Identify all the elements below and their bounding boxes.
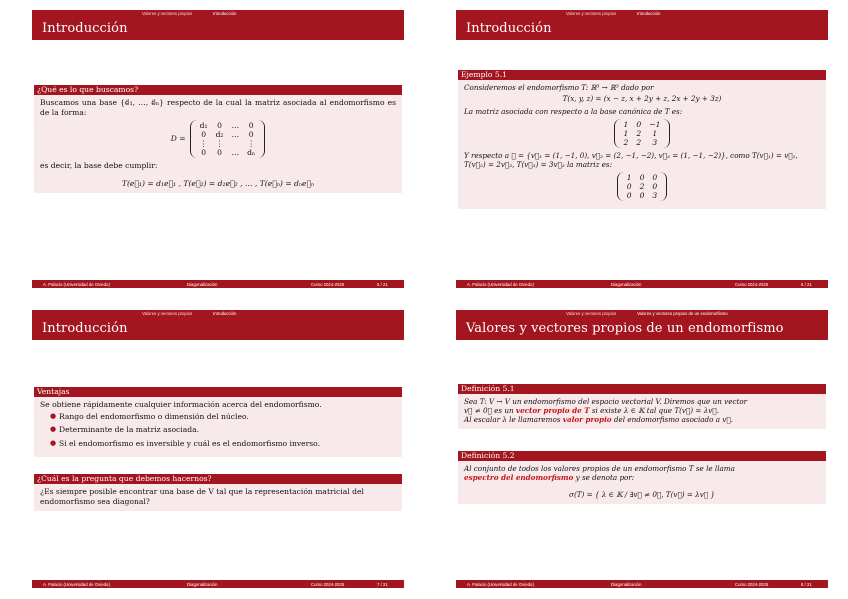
list-item-text: Si el endomorfismo es inversible y cuál es el endomorfismo inverso. — [59, 438, 321, 448]
block-text: Consideremos el endomorfismo T: ℝ³ → ℝ³ dado por — [464, 83, 654, 92]
slide-header — [32, 10, 404, 40]
matrix-row — [623, 173, 662, 182]
advantages-list — [40, 412, 396, 449]
block-body — [34, 95, 402, 193]
list-item-text: Rango del endomorfismo o dimensión del núcleo. — [59, 411, 249, 421]
footer-author: A. Palacio (Universidad de Oviedo) — [467, 581, 534, 587]
matrix-cell: 0 — [639, 191, 645, 200]
matrix-cell: d₂ — [215, 130, 224, 139]
matrix — [614, 119, 671, 148]
footer-title: Diagonalización — [611, 281, 642, 287]
matrix-cell: 2 — [636, 138, 642, 147]
nav-bar — [456, 310, 828, 317]
bullet-icon: ● — [50, 438, 57, 447]
matrix-row — [620, 129, 665, 138]
slide-footer — [456, 280, 828, 288]
matrix-cell: 1 — [626, 173, 632, 182]
matrix-cell: … — [231, 148, 240, 157]
nav-section[interactable]: Valores y vectores propios — [566, 11, 617, 16]
matrix-d — [40, 120, 396, 158]
matrix-cell: 0 — [626, 182, 632, 191]
block-text: y se denota por: — [573, 473, 635, 482]
matrix — [190, 120, 266, 158]
block-text: Al escalar λ le llamaremos — [464, 415, 563, 424]
block-text: Buscamos una base {e⃗₁, …, e⃗ₙ} respecto de la cual la matriz asociada al endomorfismo es de la forma: — [40, 98, 396, 117]
matrix-row — [623, 182, 662, 191]
matrix-cell: 2 — [639, 182, 645, 191]
block-line — [464, 415, 820, 424]
nav-subsection[interactable]: Introducción — [637, 11, 661, 16]
matrix-cell: dₙ — [247, 148, 256, 157]
block-line — [464, 406, 820, 415]
matrix-row — [620, 120, 665, 129]
matrix-label: D = — [170, 134, 186, 144]
matrix-cell: 0 — [626, 191, 632, 200]
nav-bar — [456, 10, 828, 17]
block-title: Ventajas — [34, 387, 402, 397]
matrix — [617, 172, 668, 201]
slide-footer — [32, 580, 404, 588]
matrix-row — [196, 148, 260, 157]
block-title: ¿Qué es lo que buscamos? — [34, 85, 402, 95]
slide-header — [32, 310, 404, 340]
nav-subsection[interactable]: Introducción — [213, 11, 237, 16]
nav-section[interactable]: Valores y vectores propios — [142, 11, 193, 16]
bullet-icon: ● — [50, 411, 57, 420]
matrix-table — [620, 120, 665, 147]
slide-header — [456, 10, 828, 40]
slide-5 — [32, 10, 404, 288]
equation: σ(T) = { λ ∈ 𝕂 / ∃v⃗ ≠ 0⃗, T(v⃗) = λv⃗ } — [569, 490, 715, 499]
equation: T(e⃗₁) = d₁e⃗₁ , T(e⃗₂) = d₂e⃗₂ , … , T(e⃗ₙ) = dₙe⃗ₙ — [121, 178, 315, 188]
block-title: Definición 5.2 — [458, 451, 826, 461]
nav-subsection[interactable]: Valores y vectores propios de un endomorfismo — [637, 311, 728, 316]
slide-6 — [456, 10, 828, 288]
footer-page: 6 / 21 — [801, 281, 812, 287]
slide-title: Introducción — [42, 21, 128, 36]
nav-subsection[interactable]: Introducción — [213, 311, 237, 316]
nav-section[interactable]: Valores y vectores propios — [566, 311, 617, 316]
footer-page: 7 / 21 — [377, 581, 388, 587]
footer-course: Curso 2024-2025 — [735, 281, 769, 287]
footer-course: Curso 2024-2025 — [311, 281, 345, 287]
matrix-cell: 0 — [639, 173, 645, 182]
slide-header — [456, 310, 828, 340]
matrix-row — [196, 121, 260, 130]
matrix-cell: 0 — [201, 130, 207, 139]
matrix-row — [196, 139, 260, 148]
block-text: La matriz asociada con respecto a la base canónica de T es: — [464, 107, 683, 116]
matrix-row — [623, 191, 662, 200]
block-body — [34, 484, 402, 511]
footer-page: 5 / 21 — [377, 281, 388, 287]
matrix-cell: ⋮ — [247, 139, 255, 148]
matrix-row — [196, 130, 260, 139]
block-text: es decir, la base debe cumplir: — [40, 161, 158, 170]
matrix-cell: … — [231, 130, 240, 139]
block-def-5-1 — [458, 384, 826, 429]
footer-title: Diagonalización — [187, 581, 218, 587]
footer-title: Diagonalización — [611, 581, 642, 587]
slide-8 — [456, 310, 828, 588]
matrix-cell: 0 — [201, 148, 207, 157]
matrix-cell: 0 — [652, 173, 658, 182]
matrix-cell: d₁ — [199, 121, 208, 130]
footer-title: Diagonalización — [187, 281, 218, 287]
matrix-cell: 2 — [636, 129, 642, 138]
footer-author: A. Palacio (Universidad de Oviedo) — [467, 281, 534, 287]
block-text: Y respecto a ℬ = {v⃗₁ = (1, −1, 0), v⃗₂ = (2, −1, −2), v⃗₃ = (1, −1, −2)}, como T(v⃗₁) = v⃗₁, T(v⃗₂) = 2v⃗₂, T(v⃗₃) = 3v⃗₃ la matriz es: — [464, 151, 798, 169]
block-body — [458, 394, 826, 429]
matrix-cell: 1 — [652, 129, 658, 138]
matrix-cell: 3 — [652, 138, 658, 147]
term-valor-propio: valor propio — [562, 415, 612, 424]
block-body — [458, 80, 826, 209]
slide-7 — [32, 310, 404, 588]
block-title: Definición 5.1 — [458, 384, 826, 394]
nav-section[interactable]: Valores y vectores propios — [142, 311, 193, 316]
block-ejemplo — [458, 70, 826, 209]
slide-footer — [456, 580, 828, 588]
matrix-cell: 0 — [652, 182, 658, 191]
block-body — [34, 397, 402, 457]
block-text: Al conjunto de todos los valores propios de un endomorfismo T se le llama — [464, 464, 735, 473]
matrix-cell: 2 — [623, 138, 629, 147]
block-text: Se obtiene rápidamente cualquier información acerca del endomorfismo. — [40, 400, 322, 409]
matrix-cell: ⋮ — [199, 139, 208, 148]
matrix-cell: 0 — [217, 148, 222, 157]
list-item — [50, 439, 396, 449]
term-vector-propio: vector propio de T — [515, 406, 590, 415]
footer-page: 8 / 21 — [801, 581, 812, 587]
list-item-text: Determinante de la matriz asociada. — [59, 425, 200, 434]
block-body — [458, 461, 826, 504]
matrix-cell: 0 — [636, 120, 642, 129]
block-title: ¿Cuál es la pregunta que debemos hacernos? — [34, 474, 402, 484]
nav-bar — [32, 310, 404, 317]
block-text: v⃗ ≠ 0⃗ es un — [464, 406, 516, 415]
matrix-cell: 0 — [248, 130, 254, 139]
list-item — [50, 412, 396, 422]
bullet-icon: ● — [50, 425, 57, 433]
slide-title: Introducción — [42, 321, 128, 336]
matrix-cell: 0 — [248, 121, 254, 130]
matrix-cell: 0 — [217, 121, 222, 130]
block-title: Ejemplo 5.1 — [458, 70, 826, 80]
footer-course: Curso 2024-2025 — [735, 581, 769, 587]
slide-title: Introducción — [466, 21, 552, 36]
matrix-table — [196, 121, 260, 157]
block-text: Sea T: V → V un endomorfismo del espacio vectorial V. Diremos que un vector — [464, 397, 748, 406]
matrix-cell: ⋮ — [215, 139, 224, 148]
block-buscamos — [34, 85, 402, 193]
matrix-cell: −1 — [649, 120, 661, 129]
list-item — [50, 425, 396, 435]
footer-author: A. Palacio (Universidad de Oviedo) — [43, 281, 110, 287]
matrix-row — [620, 138, 665, 147]
matrix-diagonal — [464, 172, 820, 201]
block-ventajas — [34, 387, 402, 457]
block-line — [464, 473, 820, 482]
equation: T(x, y, z) = (x − z, x + 2y + z, 2x + 2y + 3z) — [562, 94, 722, 103]
slide-footer — [32, 280, 404, 288]
block-text: ¿Es siempre posible encontrar una base de V tal que la representación matricial del endomorfismo sea diagonal? — [40, 487, 364, 506]
term-espectro: espectro del endomorfismo — [464, 473, 574, 482]
block-text: del endomorfismo asociado a v⃗. — [611, 415, 733, 424]
matrix-table — [623, 173, 662, 200]
matrix-cell: 3 — [652, 191, 658, 200]
matrix-canonical — [464, 119, 820, 148]
matrix-cell: 1 — [623, 120, 629, 129]
matrix-cell — [227, 139, 243, 148]
matrix-cell: … — [231, 121, 240, 130]
footer-course: Curso 2024-2025 — [311, 581, 345, 587]
slide-title: Valores y vectores propios de un endomorfismo — [466, 321, 784, 336]
matrix-cell: 1 — [623, 129, 629, 138]
block-def-5-2 — [458, 451, 826, 504]
nav-bar — [32, 10, 404, 17]
block-pregunta — [34, 474, 402, 511]
footer-author: A. Palacio (Universidad de Oviedo) — [43, 581, 110, 587]
block-text: si existe λ ∈ 𝕂 tal que T(v⃗) = λv⃗. — [589, 406, 719, 415]
